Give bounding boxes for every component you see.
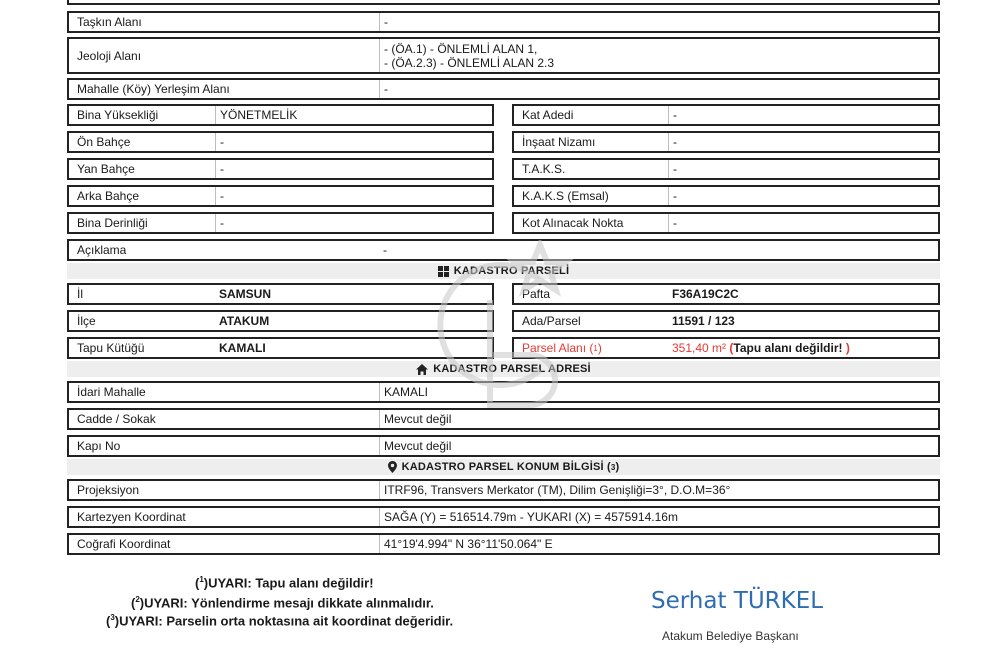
- row-label: Jeoloji Alanı: [77, 48, 142, 63]
- parsel-alani-label: Parsel Alanı ( 1 ): [522, 341, 602, 355]
- row-il: İl SAMSUN: [67, 283, 494, 305]
- section-konum-bilgisi: KADASTRO PARSEL KONUM BİLGİSİ ( 3 ): [67, 459, 940, 475]
- row-bina-derinligi: Bina Derinliği -: [67, 212, 494, 234]
- row-on-bahce: Ön Bahçe -: [67, 131, 494, 153]
- row-jeoloji-alani: [67, 37, 940, 74]
- home-icon: [416, 364, 428, 375]
- row-label: Taşkın Alanı: [77, 15, 142, 29]
- warning-3: ($^3$)UYARI: Parselin orta noktasına ait koordinat değeridir.: [106, 613, 454, 629]
- row-mahalle-yerlesim: [67, 78, 940, 100]
- row-cadde-sokak: Cadde / Sokak Mevcut değil: [67, 408, 940, 430]
- warning-1: ($^1$)UYARI: Tapu alanı değildir!: [195, 575, 374, 591]
- row-aciklama: Açıklama -: [67, 239, 940, 261]
- signature-name: Serhat TÜRKEL: [651, 588, 824, 614]
- row-yan-bahce: Yan Bahçe -: [67, 158, 494, 180]
- row-insaat-nizami: İnşaat Nizamı -: [512, 131, 940, 153]
- section-kadastro-parseli: KADASTRO PARSELİ: [67, 263, 940, 279]
- row-kapi-no: Kapı No Mevcut değil: [67, 435, 940, 457]
- table-top-edge: [67, 0, 940, 5]
- row-label: Mahalle (Köy) Yerleşim Alanı: [77, 82, 230, 96]
- row-bina-yuksekligi: Bina Yüksekliği YÖNETMELİK: [67, 104, 494, 126]
- signature-title: Atakum Belediye Başkanı: [662, 629, 799, 643]
- row-parsel-alani: [512, 337, 940, 359]
- parsel-alani-value: 351,40 m² ( Tapu alanı değildir! ): [672, 341, 850, 355]
- row-idari-mahalle: İdari Mahalle KAMALI: [67, 381, 940, 403]
- map-pin-icon: [388, 461, 397, 473]
- grid-icon: [438, 266, 449, 277]
- section-kadastro-parsel-adresi: KADASTRO PARSEL ADRESİ: [67, 361, 940, 377]
- row-kaks: K.A.K.S (Emsal) -: [512, 185, 940, 207]
- row-pafta: Pafta F36A19C2C: [512, 283, 940, 305]
- row-kat-adedi: Kat Adedi -: [512, 104, 940, 126]
- row-cografi-koordinat: Coğrafi Koordinat 41°19'4.994" N 36°11'50.064" E: [67, 533, 940, 555]
- row-value: - (ÖA.1) - ÖNLEMLİ ALAN 1, - (ÖA.2.3) - ÖNLEMLİ ALAN 2.3: [379, 39, 554, 72]
- row-value: -: [379, 13, 388, 31]
- row-value: -: [379, 80, 388, 98]
- row-kartezyen-koordinat: Kartezyen Koordinat SAĞA (Y) = 516514.79m - YUKARI (X) = 4575914.16m: [67, 506, 940, 528]
- row-projeksiyon: Projeksiyon ITRF96, Transvers Merkator (TM), Dilim Genişliği=3°, D.O.M=36°: [67, 479, 940, 501]
- row-ada-parsel: Ada/Parsel 11591 / 123: [512, 310, 940, 332]
- row-tapu-kutugu: Tapu Kütüğü KAMALI: [67, 337, 494, 359]
- row-taskin-alani: [67, 11, 940, 33]
- row-kot-alinacak-nokta: Kot Alınacak Nokta -: [512, 212, 940, 234]
- row-ilce: İlçe ATAKUM: [67, 310, 494, 332]
- row-taks: T.A.K.S. -: [512, 158, 940, 180]
- row-arka-bahce: Arka Bahçe -: [67, 185, 494, 207]
- warning-2: ($^2$)UYARI: Yönlendirme mesajı dikkate alınmalıdır.: [131, 595, 434, 611]
